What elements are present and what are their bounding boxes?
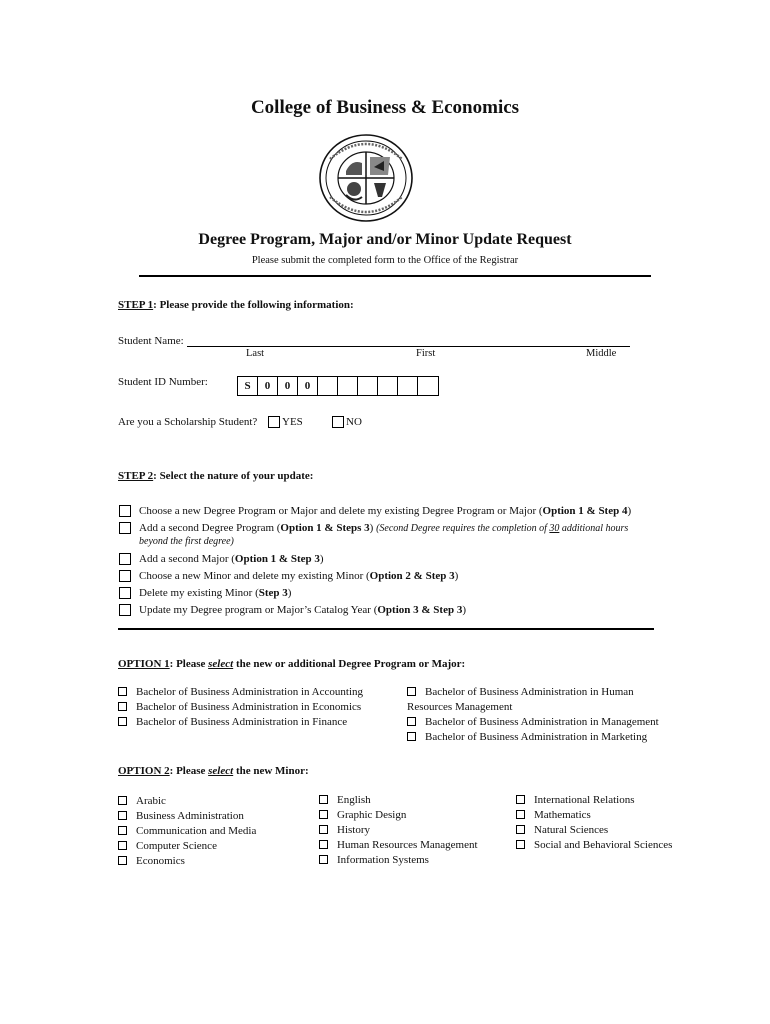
option2-heading: OPTION 2: Please select the new Minor: <box>118 765 309 777</box>
minor-checkbox[interactable] <box>118 856 127 865</box>
minor-list-col1 <box>118 793 256 868</box>
degree-option[interactable]: Bachelor of Business Administration in Human <box>407 684 659 699</box>
second-degree-note-continued: beyond the first degree) <box>139 536 234 547</box>
update-option-checkbox[interactable] <box>119 505 131 517</box>
student-name-label: Student Name: <box>118 335 184 347</box>
minor-checkbox[interactable] <box>516 825 525 834</box>
scholarship-no-checkbox[interactable] <box>332 416 344 428</box>
student-id-cell[interactable] <box>378 377 398 395</box>
update-option-checkbox[interactable] <box>119 604 131 616</box>
update-option[interactable]: Delete my existing Minor (Step 3) <box>119 584 631 601</box>
scholarship-yes-option[interactable] <box>268 416 303 428</box>
step2-divider <box>118 628 654 630</box>
form-title: Degree Program, Major and/or Minor Update Request <box>198 231 572 248</box>
minor-option[interactable]: Communication and Media <box>118 823 256 838</box>
update-option-checkbox[interactable] <box>119 553 131 565</box>
update-option[interactable]: Update my Degree program or Major’s Catalog Year (Option 3 & Step 3) <box>119 601 631 618</box>
minor-checkbox[interactable] <box>319 855 328 864</box>
update-options-list <box>119 502 631 618</box>
minor-checkbox[interactable] <box>319 840 328 849</box>
student-id-cell[interactable] <box>338 377 358 395</box>
college-title: College of Business & Economics <box>250 97 520 118</box>
student-id-cell[interactable] <box>358 377 378 395</box>
minor-option[interactable]: Information Systems <box>319 852 478 867</box>
minor-list-col2 <box>319 792 478 867</box>
minor-option[interactable]: History <box>319 822 478 837</box>
degree-checkbox[interactable] <box>118 702 127 711</box>
degree-option[interactable]: Bachelor of Business Administration in Economics <box>118 699 363 714</box>
student-id-cell[interactable]: 0 <box>278 377 298 395</box>
scholarship-question: Are you a Scholarship Student? <box>118 416 258 428</box>
minor-checkbox[interactable] <box>118 811 127 820</box>
minor-checkbox[interactable] <box>516 795 525 804</box>
degree-option[interactable]: Bachelor of Business Administration in Management <box>407 714 659 729</box>
degree-checkbox[interactable] <box>407 687 416 696</box>
submission-instructions: Please submit the completed form to the Office of the Registrar <box>251 255 519 266</box>
minor-checkbox[interactable] <box>319 825 328 834</box>
header-divider <box>139 275 651 277</box>
minor-checkbox[interactable] <box>118 826 127 835</box>
minor-list-col3 <box>516 792 672 852</box>
degree-list-left <box>118 684 363 729</box>
degree-checkbox[interactable] <box>407 732 416 741</box>
step1-heading: STEP 1: Please provide the following information: <box>118 299 354 311</box>
minor-option[interactable]: Economics <box>118 853 256 868</box>
minor-option[interactable]: Social and Behavioral Sciences <box>516 837 672 852</box>
minor-checkbox[interactable] <box>516 840 525 849</box>
update-option-checkbox[interactable] <box>119 587 131 599</box>
student-name-field[interactable] <box>187 346 630 347</box>
student-id-cell[interactable]: 0 <box>298 377 318 395</box>
minor-option[interactable]: Human Resources Management <box>319 837 478 852</box>
update-option[interactable]: Add a second Degree Program (Option 1 & Steps 3) (Second Degree requires the completion of 30 additional hours <box>119 519 631 536</box>
minor-option[interactable]: Arabic <box>118 793 256 808</box>
minor-checkbox[interactable] <box>118 841 127 850</box>
step2-heading: STEP 2: Select the nature of your update: <box>118 470 314 482</box>
degree-option-continued: Resources Management <box>407 700 513 713</box>
university-seal-logo <box>318 133 414 223</box>
minor-option[interactable]: English <box>319 792 478 807</box>
last-name-caption: Last <box>246 348 265 359</box>
student-id-field[interactable] <box>237 376 439 396</box>
scholarship-no-option[interactable] <box>332 416 362 428</box>
minor-option[interactable]: Business Administration <box>118 808 256 823</box>
minor-option[interactable]: Natural Sciences <box>516 822 672 837</box>
option1-heading: OPTION 1: Please select the new or additional Degree Program or Major: <box>118 658 466 670</box>
update-option[interactable]: Choose a new Minor and delete my existing Minor (Option 2 & Step 3) <box>119 567 631 584</box>
minor-option[interactable]: Graphic Design <box>319 807 478 822</box>
student-id-cell[interactable]: 0 <box>258 377 278 395</box>
yes-label: YES <box>282 416 303 428</box>
update-option[interactable]: Add a second Major (Option 1 & Step 3) <box>119 550 631 567</box>
second-degree-note: (Second Degree requires the completion of <box>376 522 550 534</box>
student-id-cell[interactable] <box>398 377 418 395</box>
degree-list-right <box>407 684 659 744</box>
student-id-cell[interactable] <box>418 377 438 395</box>
minor-checkbox[interactable] <box>118 796 127 805</box>
degree-checkbox[interactable] <box>118 687 127 696</box>
update-option[interactable]: Choose a new Degree Program or Major and delete my existing Degree Program or Major (Option 1 & Step 4) <box>119 502 631 519</box>
minor-option[interactable]: Mathematics <box>516 807 672 822</box>
minor-checkbox[interactable] <box>319 795 328 804</box>
no-label: NO <box>346 416 362 428</box>
first-name-caption: First <box>416 348 436 359</box>
minor-option[interactable]: Computer Science <box>118 838 256 853</box>
student-id-cell[interactable]: S <box>238 377 258 395</box>
minor-checkbox[interactable] <box>319 810 328 819</box>
student-id-cell[interactable] <box>318 377 338 395</box>
update-option-checkbox[interactable] <box>119 570 131 582</box>
minor-option[interactable]: International Relations <box>516 792 672 807</box>
degree-checkbox[interactable] <box>118 717 127 726</box>
degree-option[interactable]: Bachelor of Business Administration in Finance <box>118 714 363 729</box>
middle-name-caption: Middle <box>586 348 617 359</box>
degree-checkbox[interactable] <box>407 717 416 726</box>
degree-option[interactable]: Bachelor of Business Administration in Marketing <box>407 729 659 744</box>
update-option-checkbox[interactable] <box>119 522 131 534</box>
student-id-label: Student ID Number: <box>118 376 208 388</box>
minor-checkbox[interactable] <box>516 810 525 819</box>
degree-option[interactable]: Bachelor of Business Administration in Accounting <box>118 684 363 699</box>
scholarship-yes-checkbox[interactable] <box>268 416 280 428</box>
